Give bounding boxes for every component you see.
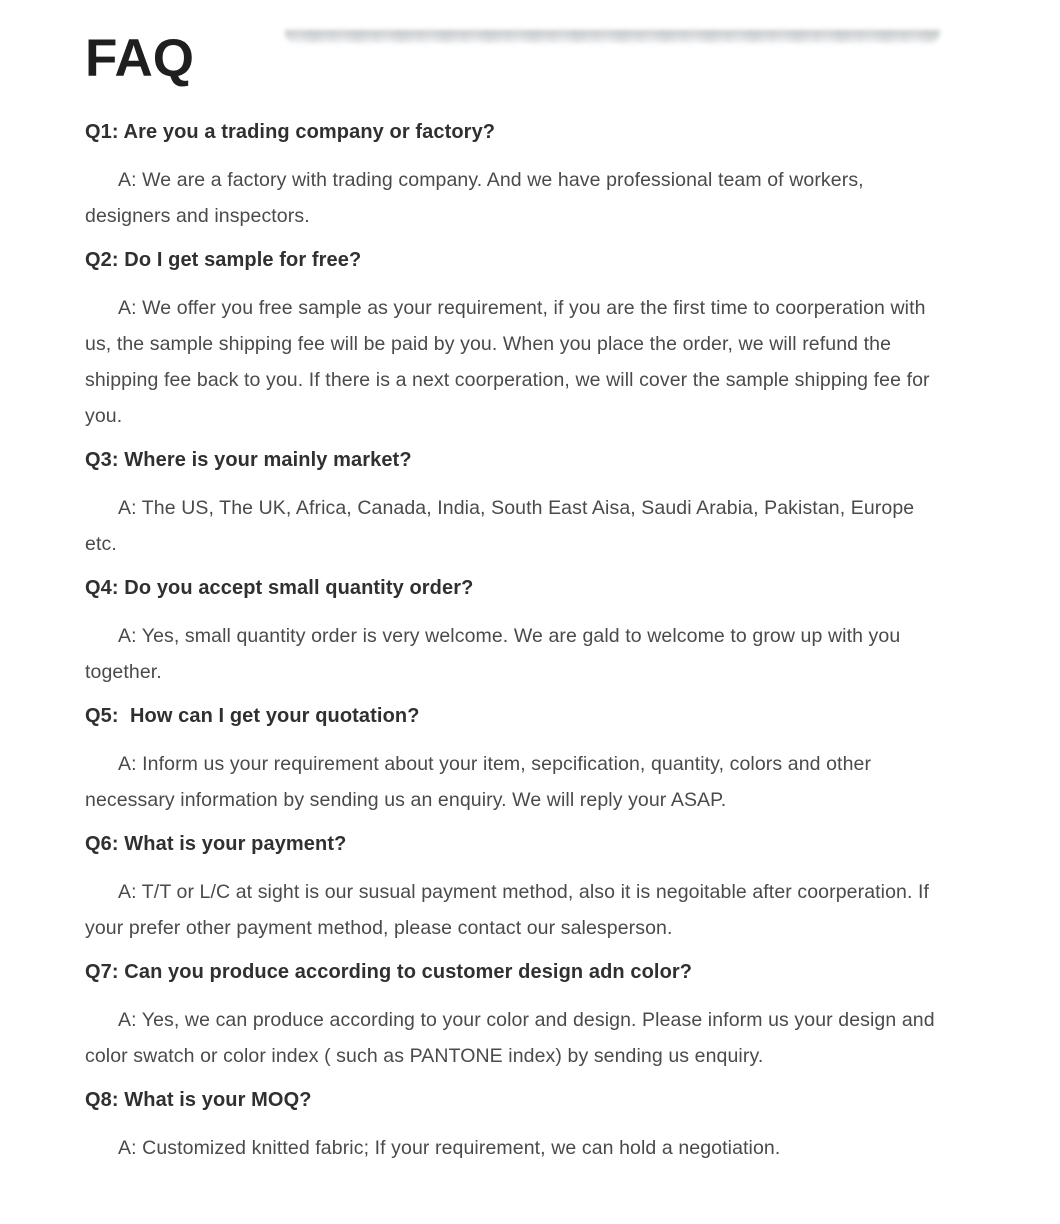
faq-answer: A: Inform us your requirement about your item, sepcification, quantity, colors and other necessary information by sending us an enquiry. We will reply your ASAP. bbox=[85, 753, 872, 811]
faq-answer: A: T/T or L/C at sight is our susual payment method, also it is negoitable after coorperation. If your prefer other payment method, please contact our salesperson. bbox=[85, 881, 930, 939]
faq-list bbox=[85, 118, 951, 1166]
faq-question: Q5: How can I get your quotation? bbox=[85, 705, 420, 727]
faq-answer: A: We are a factory with trading company. And we have professional team of workers, designers and inspectors. bbox=[85, 169, 864, 227]
faq-answer: A: Yes, small quantity order is very welcome. We are gald to welcome to grow up with you together. bbox=[85, 625, 901, 683]
faq-question: Q2: Do I get sample for free? bbox=[85, 249, 362, 271]
faq-page bbox=[0, 30, 951, 1166]
faq-question: Q1: Are you a trading company or factory? bbox=[85, 121, 496, 143]
faq-item bbox=[85, 702, 951, 818]
faq-item bbox=[85, 958, 951, 1074]
faq-answer: A: The US, The UK, Africa, Canada, India, South East Aisa, Saudi Arabia, Pakistan, Europe etc. bbox=[85, 497, 915, 555]
faq-item bbox=[85, 246, 951, 434]
faq-answer: A: Customized knitted fabric; If your requirement, we can hold a negotiation. bbox=[118, 1137, 781, 1159]
faq-question: Q7: Can you produce according to customer design adn color? bbox=[85, 961, 693, 983]
faq-question: Q8: What is your MOQ? bbox=[85, 1089, 312, 1111]
faq-question: Q6: What is your payment? bbox=[85, 833, 347, 855]
faq-item bbox=[85, 1086, 951, 1166]
faq-question: Q4: Do you accept small quantity order? bbox=[85, 577, 474, 599]
faq-item bbox=[85, 118, 951, 234]
faq-answer: A: Yes, we can produce according to your color and design. Please inform us your design and color swatch or color index ( such as PANTONE index) by sending us enquiry. bbox=[85, 1009, 935, 1067]
faq-question: Q3: Where is your mainly market? bbox=[85, 449, 412, 471]
faq-answer: A: We offer you free sample as your requirement, if you are the first time to coorperation with us, the sample shipping fee will be paid by you. When you place the order, we will refund the shipping fee back to you. If there is a next coorperation, we will cover the sample shipping fee for you. bbox=[85, 297, 930, 427]
faq-item bbox=[85, 574, 951, 690]
page-title: FAQ bbox=[85, 29, 194, 88]
faq-item bbox=[85, 830, 951, 946]
faq-item bbox=[85, 446, 951, 562]
